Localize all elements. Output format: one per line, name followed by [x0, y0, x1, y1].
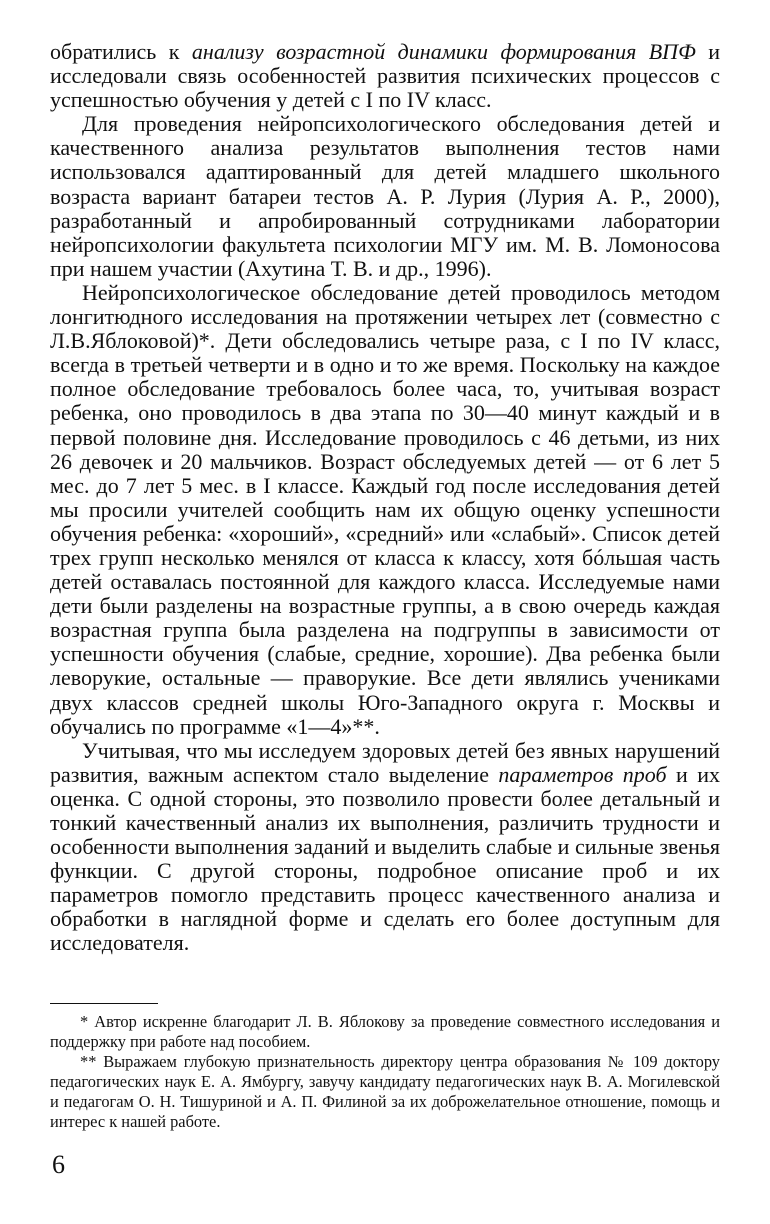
paragraph-test-parameters: Учитывая, что мы исследуем здоровых детей без явных нарушений развития, важным аспектом стало выделение параметров проб и их оценка. С одной стороны, это позволило провести более детальный и тонкий качественный анализ их выполнения, различить трудности и особенности выполнения заданий и выделить слабые и сильные звенья функции. С другой стороны, подробное описание проб и их параметров помогло представить процесс качественного анализа и обработки в наглядной форме и сделать его более доступным для исследователя. — [50, 737, 720, 956]
emphasis-test-parameters: параметров проб — [498, 761, 667, 787]
footnote-1: * Автор искренне благодарит Л. В. Яблокову за проведение совместного исследования и поддержку при работе над пособием. — [50, 1012, 720, 1051]
footnotes — [50, 1012, 720, 1132]
footnote-divider — [50, 1003, 158, 1004]
emphasis-vpf-dynamics: анализу возрастной динамики формирования ВПФ — [191, 39, 696, 64]
paragraph-longitudinal-study: Нейропсихологическое обследование детей проводилось методом лонгитюдного исследования на протяжении четырех лет (совместно с Л.В.Яблоковой)*. Дети обследовались четыре раза, с I по IV класс, всегда в третьей четверти и в одно и то же время. Поскольку на каждое полное обследование требовалось более часа, то, учитывая возраст ребенка, оно проводилось в два этапа по 30—40 минут каждый и в первой половине дня. Исследование проводилось с 46 детьми, из них 26 девочек и 20 мальчиков. Возраст обследуемых детей — от 6 лет 5 мес. до 7 лет 5 мес. в I классе. Каждый год после исследования детей мы просили учителей сообщить нам их общую оценку успешности обучения ребенка: «хороший», «средний» или «слабый». Список детей трех групп несколько менялся от класса к классу, хотя бóльшая часть детей оставалась постоянной для каждого класса. Исследуемые нами дети были разделены на возрастные группы, а в свою очередь каждая возрастная группа была разделена на подгруппы в зависимости от успешности обучения (слабые, средние, хорошие). Два ребенка были леворукие, остальные — праворукие. Все дети являлись учениками двух классов средней школы Юго-Западного округа г. Москвы и обучались по программе «1—4»**. — [50, 279, 720, 739]
page-number: 6 — [52, 1150, 65, 1179]
paragraph-test-battery: Для проведения нейропсихологического обследования детей и качественного анализа результатов выполнения тестов нами использовался адаптированный для детей младшего школьного возраста вариант батареи тестов А. Р. Лурия (Лурия А. Р., 2000), разработанный и апробированный сотрудниками лаборатории нейропсихологии факультета психологии МГУ им. М. В. Ломоносова при нашем участии (Ахутина Т. В. и др., 1996). — [50, 111, 720, 281]
main-text — [50, 40, 720, 956]
paragraph-continuation: обратились к анализу возрастной динамики формирования ВПФ и исследовали связь особенностей развития психических процессов с успешностью обучения у детей с I по IV класс. — [50, 39, 720, 113]
footnote-2: ** Выражаем глубокую признательность директору центра образования № 109 доктору педагогических наук Е. А. Ямбургу, завучу кандидату педагогических наук В. А. Могилевской и педагогам О. Н. Тишуриной и А. П. Филиной за их доброжелательное отношение, помощь и интерес к нашей работе. — [50, 1052, 720, 1131]
